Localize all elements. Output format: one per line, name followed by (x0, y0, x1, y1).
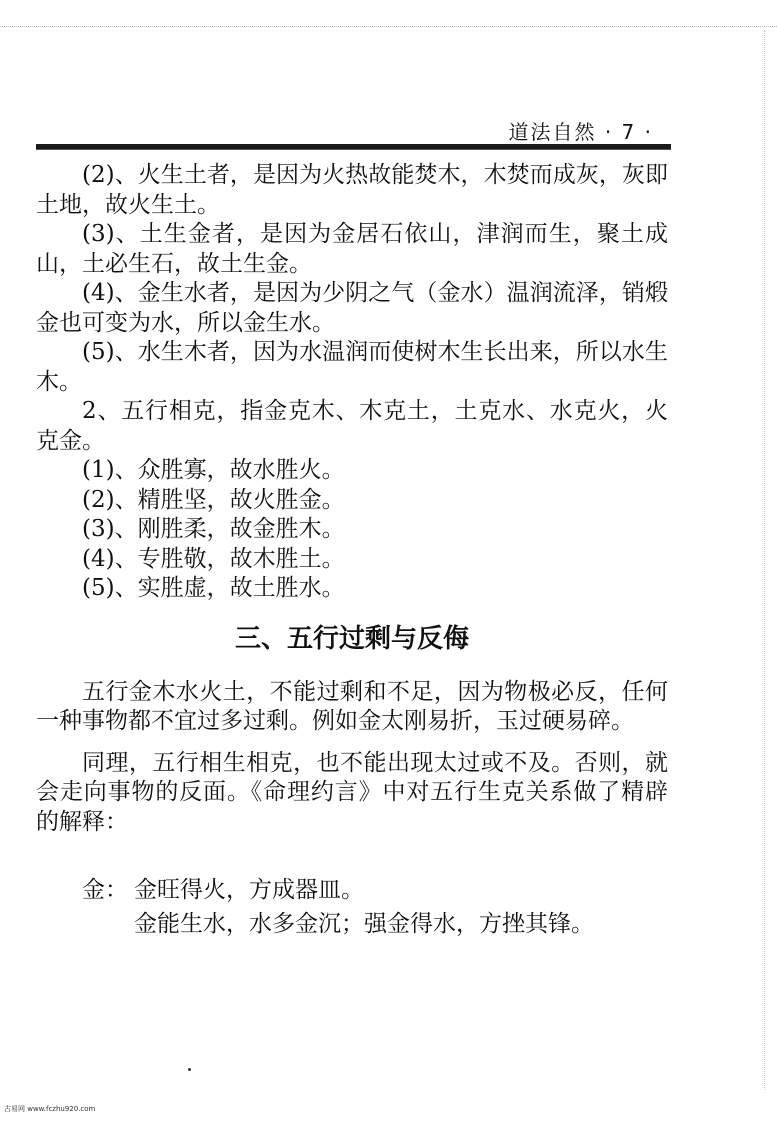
scan-side-dotted-line (764, 30, 765, 1090)
quote-label-spacer (82, 907, 134, 941)
paragraph: (3)、土生金者，是因为金居石依山，津润而生，聚土成山，土必生石，故土生金。 (36, 221, 668, 277)
quote-text: 金能生水，水多金沉；强金得水，方挫其锋。 (134, 911, 594, 937)
quote-line (82, 907, 668, 941)
header-rule (36, 144, 671, 150)
paragraph: (5)、水生木者，因为水温润而使树木生长出来，所以水生木。 (36, 339, 668, 395)
quote-block (36, 873, 668, 941)
scan-speck (188, 1068, 191, 1071)
paragraph: (4)、金生水者，是因为少阴之气（金水）温润流泽，销煅金也可变为水，所以金生水。 (36, 280, 668, 336)
quote-text: 金旺得火，方成器皿。 (134, 877, 364, 903)
quote-label: 金： (82, 877, 128, 903)
page-body (36, 161, 668, 941)
paragraph: 五行金木水火土，不能过剩和不足，因为物极必反，任何一种事物都不宜过多过剩。例如金太刚易折，玉过硬易碎。 (36, 678, 668, 734)
list-item: (3)、刚胜柔，故金胜木。 (82, 516, 345, 542)
section-title: 三、五行过剩与反侮 (234, 623, 469, 654)
paragraph: (2)、火生土者，是因为火热故能焚木，木焚而成灰，灰即土地，故火生土。 (36, 162, 668, 218)
list-item: (5)、实胜虚，故土胜水。 (82, 575, 345, 601)
paragraph: 2、五行相克，指金克木、木克土，土克水、水克火，火克金。 (36, 398, 668, 454)
page-header (36, 116, 671, 148)
quote-line (82, 873, 668, 907)
footer-watermark: 古易网 www.fczhu920.com (4, 1105, 96, 1113)
scan-top-dotted-line (0, 26, 777, 27)
list-item: (4)、专胜敬，故木胜土。 (82, 545, 345, 572)
running-title: 道法自然 · 7 · (508, 120, 653, 144)
list-item: (1)、众胜寡，故水胜火。 (82, 457, 345, 483)
paragraph-gap (36, 737, 668, 749)
list-item: (2)、精胜坚，故火胜金。 (82, 486, 345, 513)
paragraph: 同理，五行相生相克，也不能出现太过或不及。否则，就会走向事物的反面。《命理约言》中对五行生克关系做了精辟的解释： (36, 749, 668, 835)
